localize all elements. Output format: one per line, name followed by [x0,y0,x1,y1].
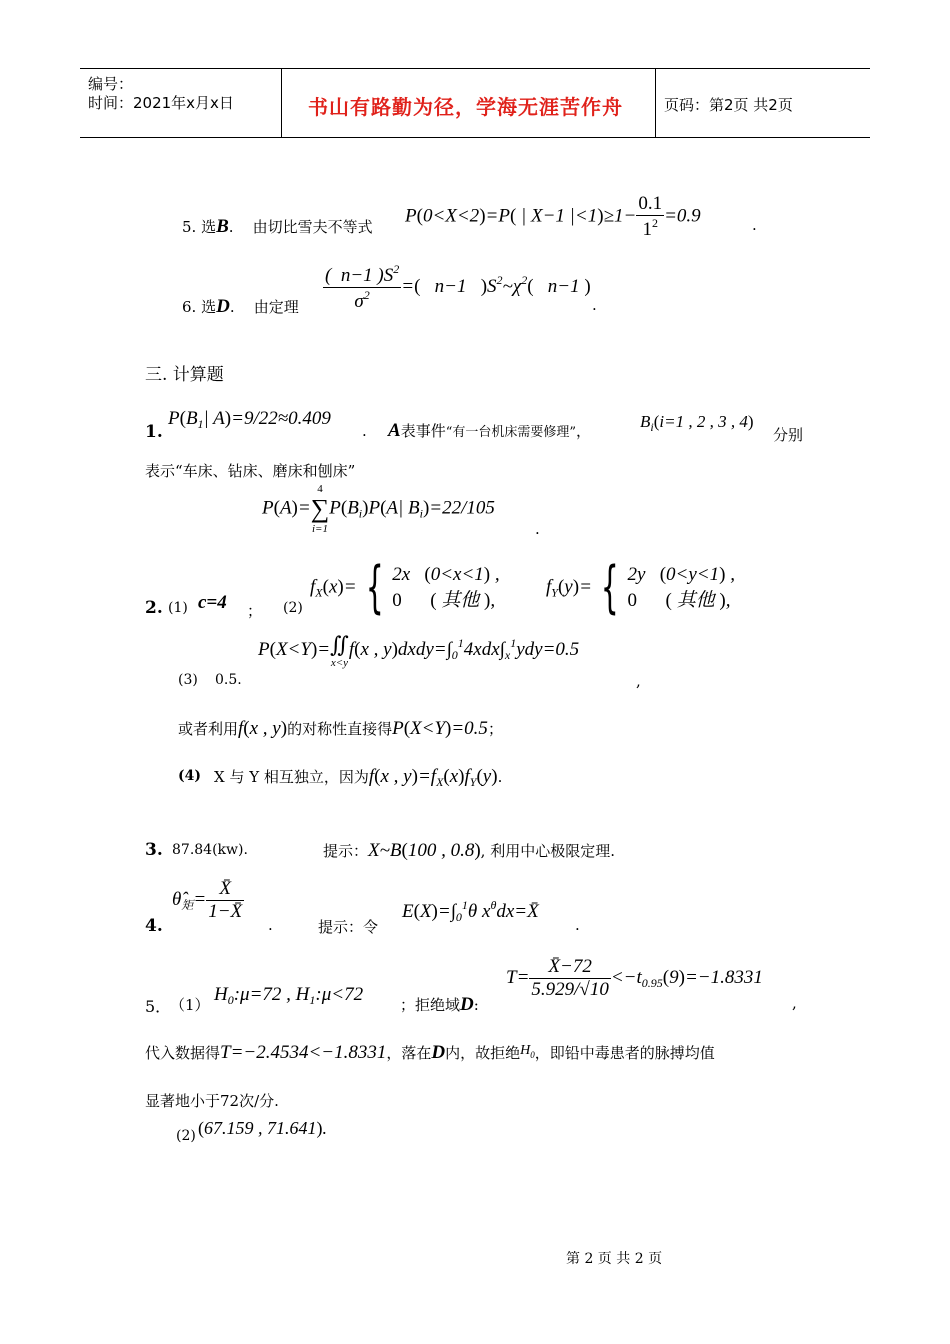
c3-hint: 提示： [323,842,369,860]
c2-alt-result: P(X<Y)=0.5 [392,718,488,739]
c5-test-stat: T= $\frac{X̄-72}{5.929/√10}$ $<-t_{0.95}(9)=-1.8331$ [506,956,763,1000]
c2-p3-val: 0.5. [215,672,242,688]
q6-choice: 选 [201,298,217,316]
q5-letter: B [216,216,229,237]
time-label: 时间：2021年x月x日 [88,94,234,112]
c5-comma: , [792,994,797,1012]
c5-p1: （1） [170,996,210,1014]
c1-formula-a: $P(B_1|$ A)=9/22≈0.409 [168,408,331,431]
c5-t-value: T=−2.4534<−1.8331 [220,1042,387,1063]
c2-alt-b: 的对称性直接得 [287,720,393,738]
c2-fx: $f_X(x)=$ { 2x (0<x<1) , 0 ( 其他 ), [310,555,500,620]
c5-sub-b: ，落在 [386,1044,432,1062]
c2-other-x: 其他 [441,590,480,611]
section3-title: 三. 计算题 [145,365,224,385]
c1-dot: . [362,422,367,440]
q6-dot: . [229,298,235,316]
c4-moment: $E(X)=\int_0^1\theta$ $x^\theta dx=X̄$ [402,898,539,924]
c1-bi-formula: $B_i(i=1$ , 2 , 3 , 4) [640,412,754,434]
c2-p1: (1) [168,600,188,616]
motto: 书山有路勤为径，学海无涯苦作舟 [308,95,623,119]
c1-line2: 表示“车床、钻床、磨床和刨床” [145,462,356,480]
c3-tail: , 利用中心极限定理. [480,842,615,860]
c1-text-b: 分别 [773,426,804,444]
q6-formula: $\frac{( n-1 )S^2}{\sigma^2}$ =( n−1 )$S^2\sim\chi^2$( n−1 ) [325,262,591,312]
q5-dot: . [228,218,234,236]
c1-end-dot: . [535,520,540,538]
c4-end-dot: . [575,916,580,934]
c1-text-a: 表事件 [400,422,446,440]
q5-reason: 由切比雪夫不等式 [252,218,373,236]
c5-sub-a: 代入数据得 [145,1044,221,1062]
q6-num: 6. [182,298,197,316]
c2-fy: $f_Y(y)=$ { 2y (0<y<1) , 0 ( 其他 ), [546,555,735,620]
c5-substitution-line [145,1042,715,1064]
q6-letter: D [216,296,230,317]
q6-line [182,296,299,318]
c2-p4-line: X 与 Y 相互独立，因为f(x , $y)=f_X(x)f_Y(y)$. [214,766,503,789]
header-left-cell [80,69,282,137]
q5-line [182,216,373,238]
number-label: 编号： [88,75,134,93]
c2-fxy: f(x , y) [238,718,288,739]
header-motto-cell [281,69,656,137]
c3-val: 87.84(kw). [172,842,248,858]
c2-pxy-formula: P(X<Y)= ∬ x<y f(x , $y)dxdy=\int_0^14xdx\int_x^1ydy=0.5$ [258,632,580,669]
c2-p3-comma: , [636,672,641,690]
c2-independence: f(x , $y)=f_X(x)f_Y(y)$ [368,766,498,789]
c1-event-a: A [388,420,401,441]
c5-interval: (67.159 , 71.641). [198,1118,327,1138]
c2-p3: (3) [178,672,198,688]
c2-alt-a: 或者利用 [178,720,239,738]
c5-p2: (2) [176,1128,196,1144]
c4-estimator: $\thetâ_矩=$ $\frac{X̄}{1-X̄}$ [172,878,243,922]
c2-p2: (2) [283,600,303,616]
c4-hint: 提示：令 [318,918,379,936]
c5-reject-line: ；拒绝域D: [400,994,479,1015]
c1-quote: “有一台机床需要修理” [445,425,576,440]
c5-sub-d: ，即铅中毒患者的脉搏均值 [534,1044,715,1062]
c2-num: 2. [145,598,163,618]
c2-p4-text: X 与 Y 相互独立，因为 [214,768,369,786]
q6-reason: 由定理 [253,298,299,316]
q6-end-dot: . [592,296,597,314]
c4-dot: . [268,916,273,934]
c2-other-y: 其他 [676,590,715,611]
c2-alt-line: 或者利用f(x , y)的对称性直接得P(X<Y)=0.5； [178,718,503,739]
q5-end-dot: . [752,216,757,234]
c5-region-d: D [460,994,474,1015]
c5-reject: ；拒绝域 [400,996,461,1014]
c1-text-line: A表事件“有一台机床需要修理”， [388,420,592,441]
header-right-cell [656,69,870,137]
c4-num: 4. [145,916,163,936]
c2-c-value: c=4 [198,592,227,613]
c5-num: 5． [145,997,172,1016]
c2-semicolon: ； [247,602,263,620]
page-footer: 第 2 页 共 2 页 [566,1251,663,1267]
c1-num: 1. [145,422,163,442]
q5-choice: 选 [201,218,217,236]
c5-region-d2: D [431,1042,446,1063]
c3-binomial: X~B(100 , 0.8) [368,840,481,861]
c5-h0: $H_0$ [520,1043,535,1060]
c1-total-prob: P(A)= 4 ∑ i=1 $P(B_i)P(A|$ $B_i)=22/105$ [262,483,495,535]
c2-p4: (4) [178,768,201,784]
page-header [80,68,870,138]
page-info: 页码：第2页 共2页 [664,96,793,114]
c5-line3: 显著地小于72次/分. [145,1092,279,1110]
c3-num: 3. [145,840,163,860]
c5-sub-c: 内，故拒绝 [445,1044,521,1062]
q5-formula: P(0<X<2)=P( | X−1 |<1)≥1− $\frac{0.1}{1^2}$ =0.9 [405,193,701,240]
q5-num: 5. [182,218,197,236]
c5-hypotheses: $H_0:\mu=72$ , $H_1:\mu<72$ [214,984,364,1007]
c3-line [323,840,615,862]
